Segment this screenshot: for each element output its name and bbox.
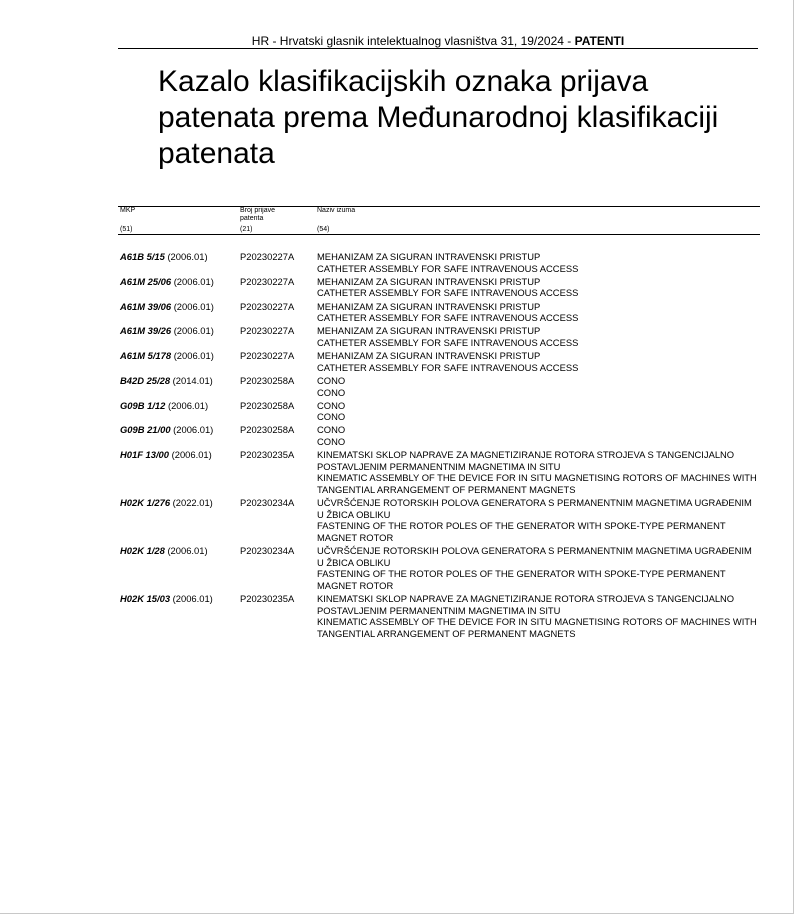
invention-title-en: CONO — [317, 411, 346, 423]
invention-title-hr: MEHANIZAM ZA SIGURAN INTRAVENSKI PRISTUP — [317, 350, 541, 362]
invention-title-cell — [317, 251, 760, 274]
invention-title-cell — [317, 593, 760, 639]
classification-cell — [120, 375, 240, 398]
classification-version: (2006.01) — [167, 545, 208, 557]
running-header-section: PATENTI — [574, 34, 625, 48]
index-entry — [120, 424, 760, 447]
invention-title-en: CATHETER ASSEMBLY FOR SAFE INTRAVENOUS ACCESS — [317, 361, 579, 373]
invention-title-hr: MEHANIZAM ZA SIGURAN INTRAVENSKI PRISTUP — [317, 325, 541, 337]
application-number: P20230227A — [240, 350, 295, 362]
index-entry — [120, 497, 760, 543]
header-rule — [118, 48, 758, 49]
classification-version: (2006.01) — [173, 300, 214, 312]
invention-title-en: CATHETER ASSEMBLY FOR SAFE INTRAVENOUS ACCESS — [317, 312, 579, 324]
index-entry — [120, 276, 760, 299]
classification-code: A61M 39/06 — [120, 300, 172, 312]
index-entry — [120, 593, 760, 639]
column-header-mkp — [120, 207, 220, 233]
classification-cell — [120, 400, 240, 423]
classification-cell — [120, 251, 240, 274]
index-entry — [120, 545, 760, 591]
classification-index-list — [120, 251, 760, 641]
invention-title-cell — [317, 301, 760, 324]
application-number: P20230235A — [240, 449, 295, 461]
classification-code: A61M 39/26 — [120, 325, 172, 337]
running-header — [118, 34, 758, 48]
classification-code: H02K 1/276 — [120, 497, 171, 509]
index-entry — [120, 301, 760, 324]
invention-title-en: FASTENING OF THE ROTOR POLES OF THE GENERATOR WITH SPOKE-TYPE PERMANENT MAGNET ROTOR — [317, 568, 726, 591]
invention-title-cell — [317, 449, 760, 495]
classification-version: (2006.01) — [167, 251, 208, 262]
invention-title-cell — [317, 400, 760, 423]
classification-version: (2006.01) — [171, 449, 212, 461]
invention-title-cell — [317, 497, 760, 543]
application-number: P20230235A — [240, 593, 295, 605]
classification-cell — [120, 301, 240, 324]
invention-title-cell — [317, 350, 760, 373]
invention-title-en: CONO — [317, 436, 346, 448]
classification-cell — [120, 593, 240, 639]
index-entry — [120, 350, 760, 373]
column-header-application-number — [240, 207, 290, 233]
invention-title-en: CONO — [317, 386, 346, 398]
classification-code: H02K 1/28 — [120, 545, 165, 557]
classification-code: H01F 13/00 — [120, 449, 169, 461]
classification-code: G09B 21/00 — [120, 424, 171, 436]
classification-version: (2022.01) — [172, 497, 213, 509]
index-entry — [120, 251, 760, 274]
running-header-text: HR - Hrvatski glasnik intelektualnog vlasništva 31, 19/2024 - — [251, 34, 575, 48]
invention-title-en: FASTENING OF THE ROTOR POLES OF THE GENERATOR WITH SPOKE-TYPE PERMANENT MAGNET ROTOR — [317, 520, 726, 543]
classification-version: (2006.01) — [173, 325, 214, 337]
classification-version: (2014.01) — [172, 374, 213, 386]
classification-cell — [120, 424, 240, 447]
index-entry — [120, 400, 760, 423]
classification-code: B42D 25/28 — [120, 374, 171, 386]
column-header-label: Naziv izuma — [317, 207, 356, 214]
classification-code: A61M 5/178 — [120, 350, 172, 362]
index-entry — [120, 449, 760, 495]
classification-code: G09B 1/12 — [120, 399, 166, 411]
application-number: P20230227A — [240, 275, 295, 287]
invention-title-en: KINEMATIC ASSEMBLY OF THE DEVICE FOR IN SITU MAGNETISING ROTORS OF MACHINES WITH TANGENTIAL ARRANGEMENT OF PERMANENT MAGNETS — [317, 616, 757, 639]
classification-cell — [120, 497, 240, 543]
invention-title-en: CATHETER ASSEMBLY FOR SAFE INTRAVENOUS ACCESS — [317, 262, 579, 274]
application-number: P20230258A — [240, 424, 295, 436]
application-number: P20230234A — [240, 545, 295, 557]
classification-code: A61M 25/06 — [120, 275, 172, 287]
invention-title-hr: UČVRŠĆENJE ROTORSKIH POLOVA GENERATORA S PERMANENTNIM MAGNETIMA UGRAĐENIM U ŽBICA OBLIKU — [317, 545, 752, 568]
invention-title-hr: CONO — [317, 399, 346, 411]
invention-title-hr: KINEMATSKI SKLOP NAPRAVE ZA MAGNETIZIRANJE ROTORA STROJEVA S TANGENCIJALNO POSTAVLJENIM PERMANENTNIM MAGNETIMA IN SITU — [317, 593, 735, 616]
invention-title-hr: CONO — [317, 424, 346, 436]
classification-cell — [120, 350, 240, 373]
classification-version: (2006.01) — [173, 275, 214, 287]
invention-title-cell — [317, 276, 760, 299]
classification-version: (2006.01) — [173, 350, 214, 362]
invention-title-cell — [317, 545, 760, 591]
classification-cell — [120, 545, 240, 591]
index-entry — [120, 325, 760, 348]
application-number: P20230258A — [240, 399, 295, 411]
classification-version: (2006.01) — [172, 593, 213, 605]
invention-title-cell — [317, 424, 760, 447]
application-number: P20230234A — [240, 497, 295, 509]
invention-title-hr: KINEMATSKI SKLOP NAPRAVE ZA MAGNETIZIRANJE ROTORA STROJEVA S TANGENCIJALNO POSTAVLJENIM PERMANENTNIM MAGNETIMA IN SITU — [317, 449, 735, 472]
application-number: P20230227A — [240, 300, 295, 312]
application-number: P20230258A — [240, 374, 295, 386]
classification-cell — [120, 449, 240, 495]
invention-title-hr: MEHANIZAM ZA SIGURAN INTRAVENSKI PRISTUP — [317, 251, 541, 262]
column-header-label: MKP — [120, 207, 136, 214]
classification-version: (2006.01) — [173, 424, 214, 436]
column-header-code: (54) — [317, 226, 330, 233]
application-number: P20230227A — [240, 325, 295, 337]
classification-code: H02K 15/03 — [120, 593, 171, 605]
column-header-invention-title — [317, 207, 417, 233]
invention-title-en: CATHETER ASSEMBLY FOR SAFE INTRAVENOUS ACCESS — [317, 287, 579, 299]
invention-title-en: KINEMATIC ASSEMBLY OF THE DEVICE FOR IN SITU MAGNETISING ROTORS OF MACHINES WITH TANGENTIAL ARRANGEMENT OF PERMANENT MAGNETS — [317, 472, 757, 496]
classification-version: (2006.01) — [167, 399, 209, 411]
application-number: P20230227A — [240, 251, 295, 262]
invention-title-en: CATHETER ASSEMBLY FOR SAFE INTRAVENOUS ACCESS — [317, 336, 579, 348]
classification-cell — [120, 325, 240, 348]
invention-title-hr: MEHANIZAM ZA SIGURAN INTRAVENSKI PRISTUP — [317, 300, 541, 312]
invention-title-cell — [317, 375, 760, 398]
classification-cell — [120, 276, 240, 299]
invention-title-hr: CONO — [317, 374, 346, 386]
invention-title-hr: MEHANIZAM ZA SIGURAN INTRAVENSKI PRISTUP — [317, 275, 541, 287]
invention-title-hr: UČVRŠĆENJE ROTORSKIH POLOVA GENERATORA S PERMANENTNIM MAGNETIMA UGRAĐENIM U ŽBICA OBLIKU — [317, 497, 752, 520]
classification-code: A61B 5/15 — [120, 251, 165, 262]
column-header-code: (51) — [120, 226, 133, 233]
column-header-code: (21) — [240, 226, 253, 233]
invention-title-cell — [317, 325, 760, 348]
index-entry — [120, 375, 760, 398]
column-header-label: Broj prijave patenta — [240, 207, 276, 222]
page-title: Kazalo klasifikacijskih oznaka prijava patenata prema Međunarodnoj klasifikaciji patenata — [158, 65, 719, 170]
columns-bottom-rule — [118, 234, 760, 235]
